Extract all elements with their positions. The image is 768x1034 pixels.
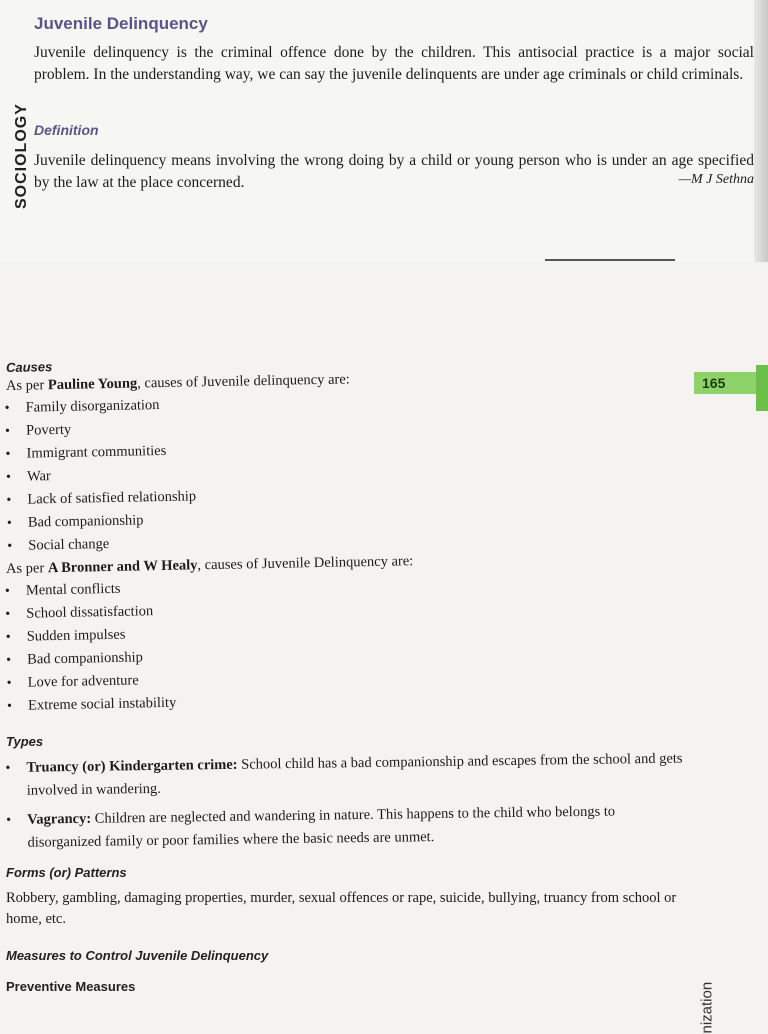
causes-heading: Causes: [5, 359, 53, 375]
young-name: Pauline Young: [47, 375, 138, 394]
definition-author: —M J Sethna: [678, 172, 754, 187]
list-item: • Social change: [7, 522, 687, 558]
measures-heading: Measures to Control Juvenile Delinquency: [6, 948, 269, 963]
page-number: 165: [694, 372, 756, 394]
page-number-edge: [756, 365, 768, 411]
list-item: • Vagrancy: Children are neglected and wandering in nature. This happens to the child who belongs to disorganized family or poor families where the basic needs are unmet.: [6, 800, 687, 855]
bronner-causes-list: [5, 567, 688, 718]
list-item: • Poverty: [5, 407, 685, 443]
list-item: • Mental conflicts: [5, 567, 685, 603]
list-item: • Sudden impulses: [6, 613, 686, 649]
list-item: • Bad companionship: [6, 636, 686, 672]
list-item: • Love for adventure: [6, 659, 686, 695]
page-divider: [545, 259, 675, 261]
side-label: SOCIOLOGY: [13, 103, 30, 209]
list-item: • Bad companionship: [7, 499, 687, 535]
list-item: • School dissatisfaction: [5, 590, 685, 626]
top-page: [0, 0, 768, 262]
vertical-chapter-label: nization: [698, 981, 716, 1034]
types-heading: Types: [6, 734, 44, 749]
bronner-intro: As per A Bronner and W Healy, causes of Juvenile Delinquency are:: [5, 553, 414, 577]
page-edge: [754, 0, 768, 262]
forms-text: Robbery, gambling, damaging properties, murder, sexual offences or rape, suicide, bullying, truancy from school or home, etc.: [6, 890, 677, 927]
list-item: • Extreme social instability: [7, 682, 687, 718]
bottom-page-content: [6, 360, 686, 994]
intro-paragraph: Juvenile delinquency is the criminal offence done by the children. This antisocial practice is a major social problem. In the understanding way, we can say the juvenile delinquents are under age criminals or child criminals.: [34, 44, 754, 83]
list-item: • War: [6, 453, 686, 489]
section-heading: Juvenile Delinquency: [34, 14, 208, 33]
definition-heading: Definition: [34, 122, 99, 138]
list-item: • Truancy (or) Kindergarten crime: School child has a bad companionship and escapes from the school and gets involved in wandering.: [5, 748, 686, 803]
list-item: • Family disorganization: [4, 384, 684, 420]
young-causes-list: [4, 384, 687, 558]
definition-text: Juvenile delinquency means involving the wrong doing by a child or young person who is under an age specified by the law at the place concerned.: [34, 152, 754, 191]
list-item: • Lack of satisfied relationship: [6, 476, 686, 512]
types-list: [5, 748, 686, 855]
list-item: • Immigrant communities: [5, 430, 685, 466]
bronner-name: A Bronner and W Healy: [47, 557, 198, 577]
forms-heading: Forms (or) Patterns: [6, 865, 127, 880]
young-intro: As per Pauline Young, causes of Juvenile delinquency are:: [5, 371, 350, 394]
preventive-heading: Preventive Measures: [6, 979, 136, 994]
